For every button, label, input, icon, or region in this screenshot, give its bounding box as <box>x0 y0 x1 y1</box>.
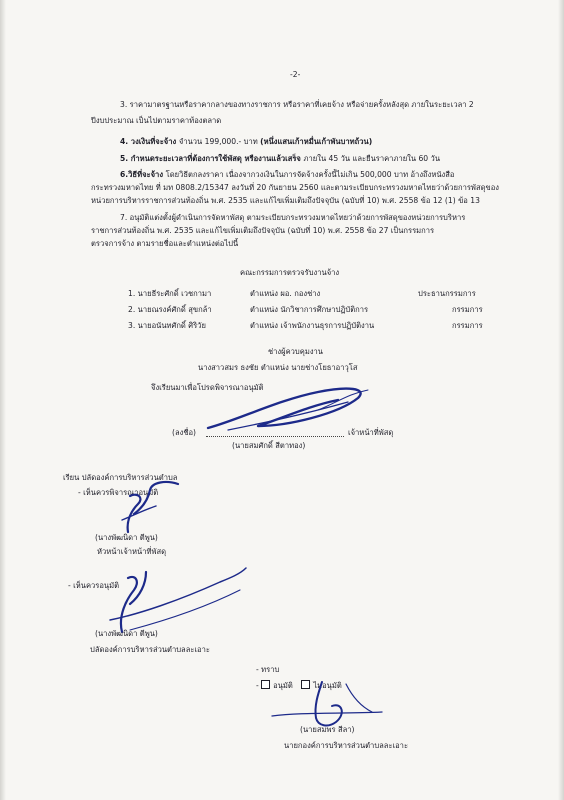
item-5-duration: 5. กำหนดระยะเวลาที่ต้องการใช้พัสดุ หรืองานแล้วเสร็จ ภายใน 45 วัน และยืนราคาภายใน 60 วัน <box>120 154 441 163</box>
committee-member-3-role: กรรมการ <box>452 321 483 330</box>
deputy-title: ปลัดองค์การบริหารส่วนตำบลละเอาะ <box>90 645 210 654</box>
request-approval-text: จึงเรียนมาเพื่อโปรดพิจารณาอนุมัติ <box>151 383 264 392</box>
addressee: เรียน ปลัดองค์การบริหารส่วนตำบล <box>63 473 178 482</box>
item-6-line-2: กระทรวงมหาดไทย ที่ มท 0808.2/15347 ลงวันที่ 20 กันยายน 2560 และตามระเบียบกระทรวงมหาดไทยว่าด้วยการพัสดุของ <box>91 183 499 192</box>
item-4-amount: 4. วงเงินที่จะจ้าง จำนวน 199,000.- บาท (หนึ่งแสนเก้าหมื่นเก้าพันบาทถ้วน) <box>120 137 373 146</box>
officer-title: เจ้าหน้าที่พัสดุ <box>348 428 394 437</box>
item-6-line-3: หน่วยการบริหารราชการส่วนท้องถิ่น พ.ศ. 2535 และแก้ไขเพิ่มเติมถึงปัจจุบัน (ฉบับที่ 10) พ.ศ. 2558 ข้อ 12 (1) ข้อ 13 <box>91 196 480 205</box>
deputy-name: (นางพัฒนิดา ตีพูน) <box>95 629 158 638</box>
committee-member-2-role: กรรมการ <box>452 305 483 314</box>
deputy-opinion: - เห็นควรอนุมัติ <box>68 581 120 590</box>
committee-member-1-name: 1. นายธีระศักดิ์ เวชกามา <box>128 289 212 298</box>
committee-heading: คณะกรรมการตรวจรับงานจ้าง <box>240 268 340 277</box>
item-7-line-3: ตรวจการจ้าง ตามรายชื่อและตำแหน่งต่อไปนี้ <box>91 239 239 248</box>
head-procurement-signature <box>108 480 218 540</box>
committee-member-3-name: 3. นายอนันทศักดิ์ ศิริวัย <box>128 321 206 330</box>
scan-left-edge <box>0 0 6 800</box>
acknowledged-label: - ทราบ <box>256 665 280 674</box>
committee-member-1-role: ประธานกรรมการ <box>418 289 476 298</box>
page-number: -2- <box>290 70 301 79</box>
committee-member-1-position: ตำแหน่ง ผอ. กองช่าง <box>250 289 321 298</box>
signature-line <box>206 436 344 437</box>
mayor-name: (นายสมพร สีลา) <box>300 725 355 734</box>
item-6-line-1: 6.วิธีที่จะจ้าง โดยวิธีตกลงราคา เนื่องจากวงเงินในการจัดจ้างครั้งนี้ไม่เกิน 500,000 บาท อ้างถึงหนังสือ <box>120 170 455 179</box>
committee-member-2-name: 2. นายณรงค์ศักดิ์ สุขกล้า <box>128 305 212 314</box>
committee-member-3-position: ตำแหน่ง เจ้าพนักงานธุรการปฏิบัติงาน <box>250 321 375 330</box>
head-procurement-opinion: - เห็นควรพิจารณาอนุมัติ <box>78 488 159 497</box>
decision-options: - อนุมัติ ไม่อนุมัติ <box>256 681 342 690</box>
supervisor-heading: ช่างผู้ควบคุมงาน <box>268 347 323 356</box>
item-3-line-1: 3. ราคามาตรฐานหรือราคากลางของทางราชการ หรือราคาที่เคยจ้าง หรือจ่ายครั้งหลังสุด ภายในระยะเวลา 2 <box>120 100 474 109</box>
sign-label: (ลงชื่อ) <box>172 428 197 437</box>
item-7-line-1: 7. อนุมัติแต่งตั้งผู้ดำเนินการจัดหาพัสดุ ตามระเบียบกระทรวงมหาดไทยว่าด้วยการพัสดุของหน่วยการบริหาร <box>120 213 466 222</box>
head-procurement-title: หัวหน้าเจ้าหน้าที่พัสดุ <box>97 547 167 556</box>
mayor-title: นายกองค์การบริหารส่วนตำบลละเอาะ <box>284 741 409 750</box>
officer-name: (นายสมศักดิ์ สีตาทอง) <box>232 441 306 450</box>
item-3-line-2: ปีงบประมาณ เป็นไปตามราคาท้องตลาด <box>91 116 222 125</box>
mayor-signature <box>262 672 412 732</box>
scan-right-edge <box>558 0 564 800</box>
committee-member-2-position: ตำแหน่ง นักวิชาการศึกษาปฏิบัติการ <box>250 305 369 314</box>
item-7-line-2: ราชการส่วนท้องถิ่น พ.ศ. 2535 และแก้ไขเพิ่มเติมถึงปัจจุบัน (ฉบับที่ 10) พ.ศ. 2558 ข้อ 27 เป็นกรรมการ <box>91 226 435 235</box>
deputy-signature <box>100 560 250 640</box>
supervisor-name: นางสาวสมร ธงชัย ตำแหน่ง นายช่างโยธาอาวุโส <box>198 363 358 372</box>
head-procurement-name: (นางพัฒนิดา ตีพูน) <box>95 533 158 542</box>
